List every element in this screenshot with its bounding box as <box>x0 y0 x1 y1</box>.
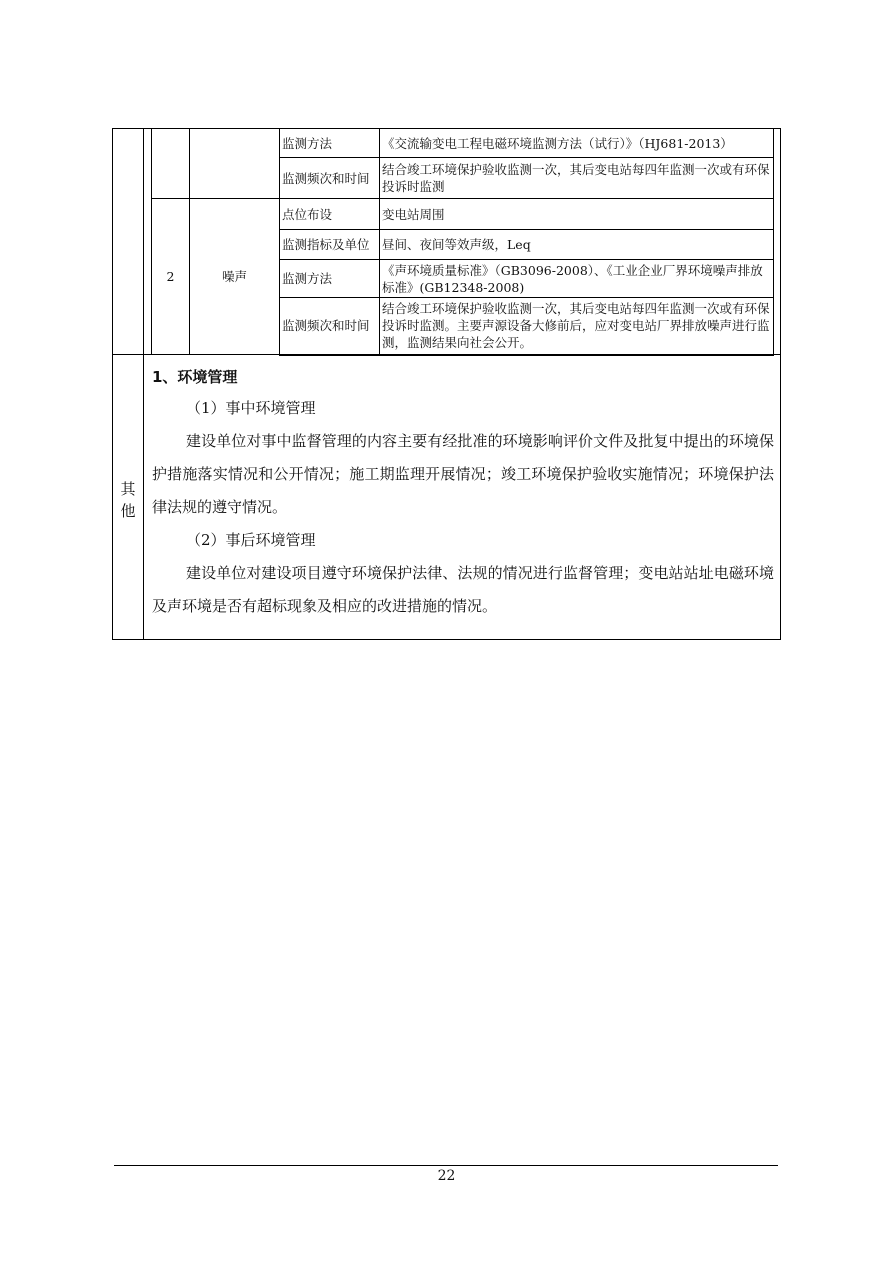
row-label: 监测频次和时间 <box>280 158 380 199</box>
footer-divider <box>114 1165 778 1166</box>
monitoring-table <box>151 128 774 356</box>
subheading-2: （2）事后环境管理 <box>186 531 316 549</box>
row-label: 点位布设 <box>280 199 380 230</box>
other-section <box>152 362 774 623</box>
row-label: 监测频次和时间 <box>280 298 380 355</box>
cont-num-cell <box>152 129 190 199</box>
row-value: 结合竣工环境保护验收监测一次，其后变电站每四年监测一次或有环保投诉时监测 <box>380 158 774 199</box>
table-row <box>152 129 774 158</box>
row-value: 《交流输变电工程电磁环境监测方法（试行）》（HJ681-2013） <box>380 129 774 158</box>
section-heading: 1、环境管理 <box>152 368 238 386</box>
row-number: 2 <box>152 199 190 355</box>
paragraph-2: 建设单位对建设项目遵守环境保护法律、法规的情况进行监督管理；变电站站址电磁环境及声环境是否有超标现象及相应的改进措施的情况。 <box>152 564 774 615</box>
paragraph-1: 建设单位对事中监督管理的内容主要有经批准的环境影响评价文件及批复中提出的环境保护措施落实情况和公开情况；施工期监理开展情况；竣工环境保护验收实施情况；环境保护法律法规的遵守情况。 <box>152 432 774 516</box>
row-label: 监测指标及单位 <box>280 230 380 260</box>
left-column-divider <box>143 128 144 640</box>
row-value: 《声环境质量标准》（GB3096-2008）、《工业企业厂界环境噪声排放标准》(GB12348-2008) <box>380 260 774 298</box>
side-label-char-2: 他 <box>120 502 136 520</box>
table-row <box>152 199 774 230</box>
cont-item-cell <box>190 129 280 199</box>
row-value: 结合竣工环境保护验收监测一次，其后变电站每四年监测一次或有环保投诉时监测。主要声源设备大修前后，应对变电站厂界排放噪声进行监测，监测结果向社会公开。 <box>380 298 774 355</box>
side-label-other <box>113 478 143 522</box>
side-label-char-1: 其 <box>120 480 136 498</box>
subheading-1: （1）事中环境管理 <box>186 399 316 417</box>
page-number: 22 <box>437 1168 456 1184</box>
row-label: 监测方法 <box>280 129 380 158</box>
row-value: 昼间、夜间等效声级，Leq <box>380 230 774 260</box>
row-label: 监测方法 <box>280 260 380 298</box>
item-noise: 噪声 <box>190 199 280 355</box>
row-value: 变电站周围 <box>380 199 774 230</box>
